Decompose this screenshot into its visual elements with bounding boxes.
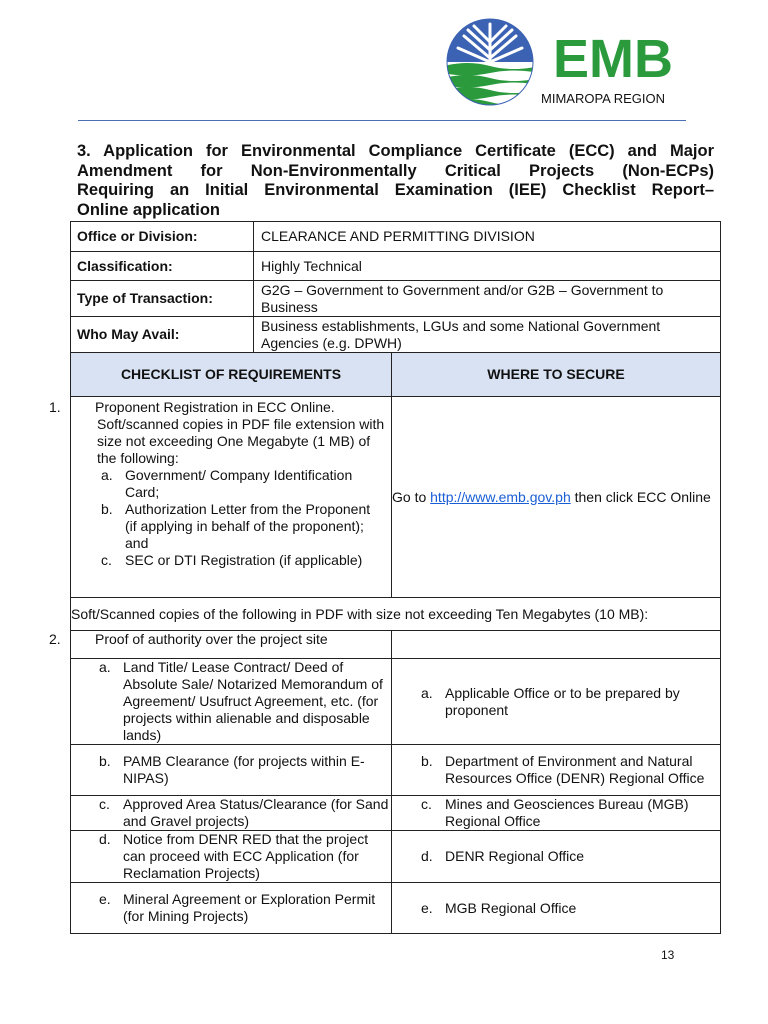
sub-item: b. Authorization Letter from the Proponent (if applying in behalf of the proponent); and <box>101 501 371 551</box>
info-value: G2G – Government to Government and/or G2B – Government to Business <box>254 281 721 317</box>
where-cell: c. Mines and Geosciences Bureau (MGB) Regional Office <box>392 796 721 831</box>
emb-emblem-icon <box>444 18 540 106</box>
where-cell: d. DENR Regional Office <box>392 831 721 883</box>
requirement-cell <box>71 745 392 796</box>
where-header: WHERE TO SECURE <box>392 353 721 397</box>
table-row <box>71 397 721 598</box>
page-title <box>77 142 714 220</box>
emb-website-link[interactable]: http://www.emb.gov.ph <box>430 488 571 505</box>
table-row <box>71 631 721 659</box>
requirements-header-row <box>71 353 721 397</box>
requirement-item <box>49 399 385 467</box>
sub-item: d. Notice from DENR RED that the project can proceed with ECC Application (for Reclamation Projects) <box>99 831 369 881</box>
where-cell <box>392 631 721 659</box>
info-row <box>71 281 721 317</box>
item-text: Proponent Registration in ECC Online. Soft/scanned copies in PDF file extension with size not exceeding One Megabyte (1 MB) of the following: <box>95 399 385 466</box>
table-row <box>71 659 721 745</box>
requirement-cell <box>71 831 392 883</box>
item-number: 1. <box>49 399 61 415</box>
where-cell: b. Department of Environment and Natural Resources Office (DENR) Regional Office <box>392 745 721 796</box>
table-row <box>71 745 721 796</box>
info-value: Highly Technical <box>254 252 721 281</box>
table-row <box>71 831 721 883</box>
info-row <box>71 252 721 281</box>
title-line: Requiring an Initial Environmental Examination (IEE) Checklist Report– <box>77 181 714 199</box>
info-label: Who May Avail: <box>71 317 254 353</box>
title-line: Amendment for Non-Environmentally Critical Projects (Non-ECPs) <box>77 161 714 180</box>
sub-item: c. Approved Area Status/Clearance (for Sand and Gravel projects) <box>99 796 389 829</box>
table-row <box>71 796 721 831</box>
region-label: MIMAROPA REGION <box>541 91 665 106</box>
requirement-cell <box>71 883 392 934</box>
emb-logo <box>444 18 684 110</box>
requirement-cell <box>49 631 392 659</box>
info-value: CLEARANCE AND PERMITTING DIVISION <box>254 222 721 252</box>
requirements-table <box>49 352 721 934</box>
info-label: Office or Division: <box>71 222 254 252</box>
info-label: Type of Transaction: <box>71 281 254 317</box>
where-cell: e. MGB Regional Office <box>392 883 721 934</box>
logo-wordmark: EMB <box>553 29 673 89</box>
table-row <box>71 883 721 934</box>
where-cell: Go to http://www.emb.gov.ph then click ECC Online <box>392 397 721 598</box>
service-info-table <box>70 221 721 353</box>
where-cell: a. Applicable Office or to be prepared by proponent <box>392 659 721 745</box>
info-row <box>71 317 721 353</box>
checklist-header: CHECKLIST OF REQUIREMENTS <box>71 353 392 397</box>
info-label: Classification: <box>71 252 254 281</box>
requirement-cell <box>49 397 392 598</box>
title-line: Online application <box>77 200 221 219</box>
sub-item: b. PAMB Clearance (for projects within E-NIPAS) <box>99 753 365 786</box>
sub-item: a. Government/ Company Identification Card; <box>101 467 353 500</box>
requirement-cell <box>71 796 392 831</box>
sub-item: c. SEC or DTI Registration (if applicable) <box>101 552 363 568</box>
title-line: 3. Application for Environmental Compliance Certificate (ECC) and Major <box>77 142 714 160</box>
page-number: 13 <box>661 948 675 962</box>
sub-item: e. Mineral Agreement or Exploration Permit (for Mining Projects) <box>99 891 376 924</box>
requirement-cell <box>71 659 392 745</box>
info-row <box>71 222 721 252</box>
requirement-item: 2. Proof of authority over the project site <box>49 631 328 647</box>
table-row <box>71 598 721 631</box>
info-value: Business establishments, LGUs and some National Government Agencies (e.g. DPWH) <box>254 317 721 353</box>
sub-item: a. Land Title/ Lease Contract/ Deed of Absolute Sale/ Notarized Memorandum of Agreement/ Usufruct Agreement, etc. (for projects within alienable and disposable lands) <box>99 659 383 743</box>
size-note: Soft/Scanned copies of the following in PDF with size not exceeding Ten Megabytes (10 MB): <box>71 598 721 631</box>
header-divider <box>78 120 686 121</box>
